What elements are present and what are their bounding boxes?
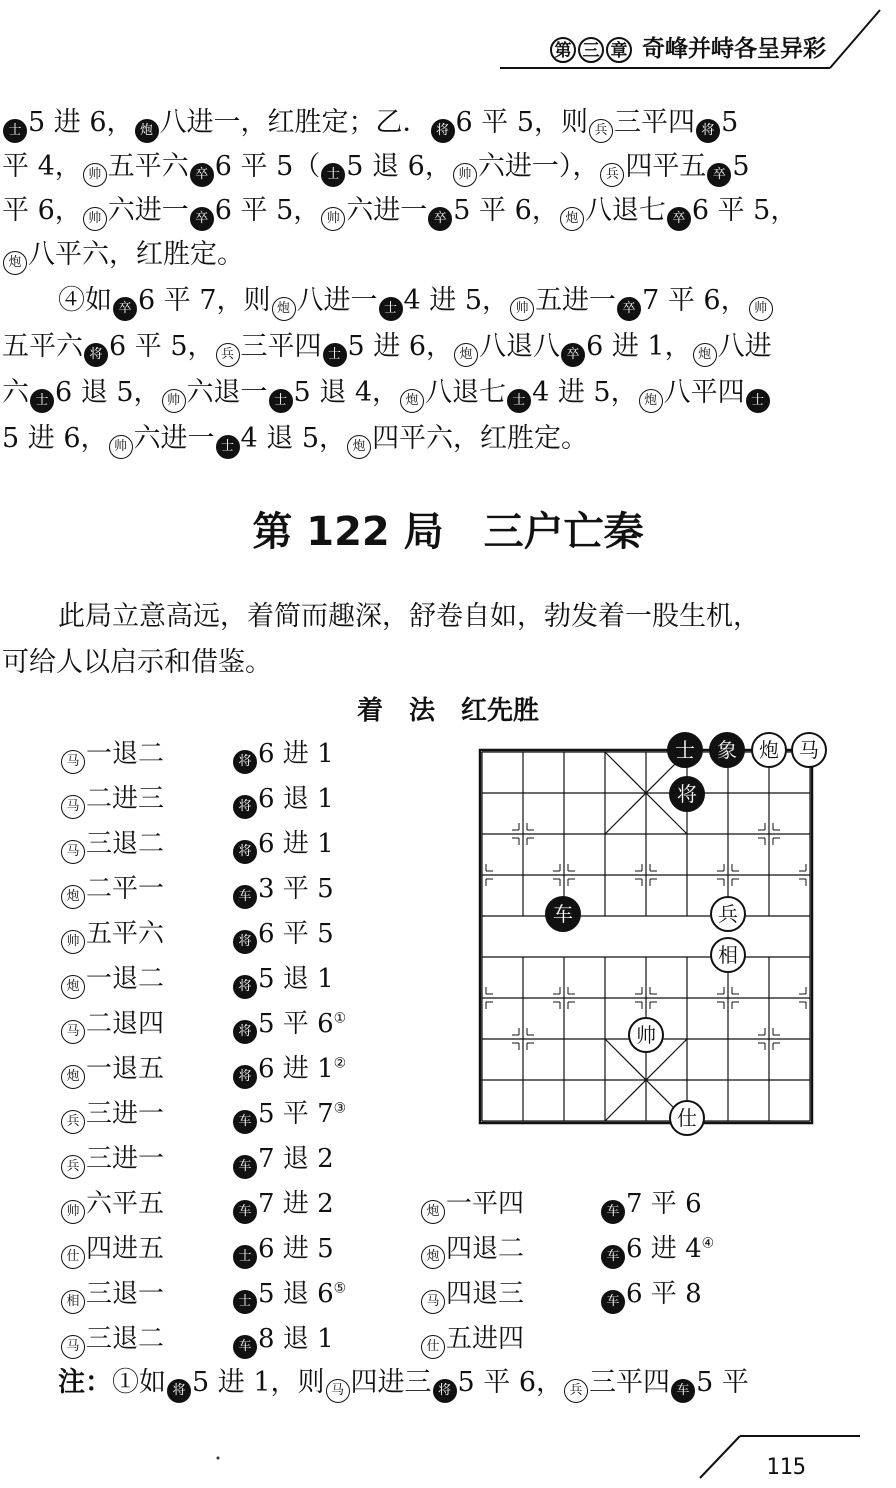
piece-icon: 将	[233, 930, 257, 954]
piece-icon: 将	[233, 795, 257, 819]
piece-icon: 马	[61, 1335, 85, 1359]
move-row: 帅 六平五	[60, 1183, 164, 1224]
footnote-mark: ④	[701, 1235, 715, 1252]
move-row: 车 7 退 2	[232, 1138, 334, 1179]
piece-icon: 帅	[83, 207, 107, 231]
piece-icon: 炮	[347, 435, 371, 459]
piece-icon: 炮	[693, 343, 717, 367]
piece-icon: 马	[61, 750, 85, 774]
piece-icon: 将	[233, 750, 257, 774]
piece-icon: 卒	[707, 163, 731, 187]
piece-icon: 马	[61, 1020, 85, 1044]
moves-heading: 着 法 红先胜	[356, 696, 539, 726]
piece-icon: 士	[323, 343, 347, 367]
piece-icon: 炮	[560, 207, 584, 231]
piece-icon: 将	[233, 840, 257, 864]
piece-icon: 炮	[400, 389, 424, 413]
piece-icon: 卒	[667, 207, 691, 231]
piece-icon: 炮	[3, 251, 27, 275]
move-row: 将 5 退 1	[232, 958, 334, 999]
piece-icon: 将	[433, 1379, 457, 1403]
piece-icon: 士	[233, 1245, 257, 1269]
text-line: 五平六 将 6 平 5， 兵 三平四 士 5 进 6， 炮 八退八 卒 6 进 1， 炮 八进	[2, 330, 772, 367]
piece-icon: 将	[84, 343, 108, 367]
piece-icon: 将	[233, 975, 257, 999]
move-row: 马 一退二	[60, 733, 164, 774]
board-piece-black-elephant: 象	[709, 732, 745, 768]
piece-icon: 士	[379, 297, 403, 321]
piece-icon: 车	[601, 1200, 625, 1224]
piece-icon: 将	[233, 1020, 257, 1044]
move-row: 马 二退四	[60, 1003, 164, 1044]
piece-icon: 炮	[61, 975, 85, 999]
piece-icon: 将	[167, 1379, 191, 1403]
piece-icon: 车	[671, 1379, 695, 1403]
piece-icon: 兵	[564, 1379, 588, 1403]
piece-icon: 卒	[617, 297, 641, 321]
piece-icon: 士	[507, 389, 531, 413]
intro-line: 可给人以启示和借鉴。	[2, 647, 272, 678]
piece-icon: 将	[233, 1065, 257, 1089]
piece-icon: 兵	[216, 343, 240, 367]
move-row: 车 6 进 4④	[600, 1228, 714, 1269]
page-number: 115	[766, 1455, 806, 1480]
move-row: 车 7 平 6	[600, 1183, 702, 1224]
board-piece-red-minister: 相	[710, 937, 746, 973]
note-line: 注：①如 将 5 进 1，则 马 四进三 将 5 平 6， 兵 三平四 车 5 平	[58, 1366, 749, 1403]
game-title: 第 122 局 三户亡秦	[252, 509, 644, 555]
piece-icon: 帅	[749, 297, 773, 321]
piece-icon: 炮	[454, 343, 478, 367]
piece-icon: 车	[601, 1245, 625, 1269]
board-grid	[470, 740, 820, 1140]
footnote-mark: ⑤	[333, 1280, 347, 1297]
xiangqi-board	[470, 740, 820, 1144]
piece-icon: 帅	[321, 207, 345, 231]
move-row: 将 6 进 1	[232, 733, 334, 774]
piece-icon: 炮	[61, 885, 85, 909]
move-row: 仕 五进四	[420, 1318, 524, 1359]
piece-icon: 士	[269, 389, 293, 413]
piece-icon: 士	[216, 435, 240, 459]
piece-icon: 帅	[453, 163, 477, 187]
piece-icon: 兵	[61, 1155, 85, 1179]
footer-rule	[0, 1428, 896, 1488]
move-row: 车 8 退 1	[232, 1318, 334, 1359]
piece-icon: 士	[3, 119, 27, 143]
piece-icon: 卒	[561, 343, 585, 367]
move-row: 帅 五平六	[60, 913, 164, 954]
move-row: 仕 四进五	[60, 1228, 164, 1269]
move-row: 车 7 进 2	[232, 1183, 334, 1224]
piece-icon: 炮	[272, 297, 296, 321]
piece-icon: 将	[696, 119, 720, 143]
move-row: 将 6 平 5	[232, 913, 334, 954]
piece-icon: 士	[30, 389, 54, 413]
piece-icon: 炮	[135, 119, 159, 143]
move-row: 士 5 退 6⑤	[232, 1273, 346, 1314]
text-line: 平 4， 帅 五平六 卒 6 平 5（ 士 5 退 6， 帅 六进一）， 兵 四平五 卒 5	[2, 150, 750, 187]
move-row: 炮 一退五	[60, 1048, 164, 1089]
move-row: 兵 三进一	[60, 1138, 164, 1179]
move-row: 士 6 进 5	[232, 1228, 334, 1269]
piece-icon: 车	[233, 1335, 257, 1359]
piece-icon: 士	[321, 163, 345, 187]
piece-icon: 炮	[421, 1200, 445, 1224]
piece-icon: 卒	[190, 163, 214, 187]
board-piece-red-soldier: 兵	[710, 896, 746, 932]
piece-icon: 将	[431, 119, 455, 143]
piece-icon: 马	[421, 1290, 445, 1314]
piece-icon: 士	[746, 389, 770, 413]
move-row: 车 6 平 8	[600, 1273, 702, 1314]
piece-icon: 卒	[428, 207, 452, 231]
piece-icon: 帅	[510, 297, 534, 321]
piece-icon: 兵	[589, 119, 613, 143]
piece-icon: 车	[601, 1290, 625, 1314]
board-piece-red-king: 帅	[628, 1017, 664, 1053]
piece-icon: 相	[61, 1290, 85, 1314]
text-line: 5 进 6， 帅 六进一 士 4 退 5， 炮 四平六，红胜定。	[2, 422, 588, 459]
piece-icon: 兵	[600, 163, 624, 187]
piece-icon: 车	[233, 1155, 257, 1179]
piece-icon: 仕	[421, 1335, 445, 1359]
piece-icon: 帅	[83, 163, 107, 187]
move-row: 相 三退一	[60, 1273, 164, 1314]
footnote-mark: ①	[333, 1010, 347, 1027]
move-row: 马 二进三	[60, 778, 164, 819]
board-piece-black-advisor: 士	[667, 732, 703, 768]
page-header	[0, 0, 896, 75]
intro-line: 此局立意高远，着简而趣深，舒卷自如，勃发着一股生机，	[58, 601, 760, 632]
piece-icon: 马	[61, 840, 85, 864]
footnote-mark: ②	[333, 1055, 347, 1072]
piece-icon: 炮	[61, 1065, 85, 1089]
move-row: 炮 一平四	[420, 1183, 524, 1224]
text-line: ④如 卒 6 平 7，则 炮 八进一 士 4 进 5， 帅 五进一 卒 7 平 6， 帅	[58, 284, 774, 321]
piece-icon: 士	[233, 1290, 257, 1314]
piece-icon: 车	[233, 1200, 257, 1224]
piece-icon: 卒	[190, 207, 214, 231]
footnote-mark: ③	[333, 1100, 347, 1117]
piece-icon: 帅	[162, 389, 186, 413]
move-row: 将 6 进 1②	[232, 1048, 346, 1089]
board-piece-black-general: 将	[669, 776, 705, 812]
chapter-title: 奇峰并峙各呈异彩	[642, 36, 826, 62]
text-line: 炮 八平六，红胜定。	[2, 238, 244, 275]
move-row: 马 三退二	[60, 1318, 164, 1359]
move-row: 将 5 平 6①	[232, 1003, 346, 1044]
chapter-char: 三	[578, 37, 604, 63]
chapter-char: 第	[550, 37, 576, 63]
piece-icon: 马	[61, 795, 85, 819]
piece-icon: 仕	[61, 1245, 85, 1269]
piece-icon: 兵	[61, 1110, 85, 1134]
board-piece-red-horse: 马	[791, 732, 827, 768]
board-piece-red-cannon: 炮	[751, 732, 787, 768]
piece-icon: 炮	[639, 389, 663, 413]
move-row: 马 四退三	[420, 1273, 524, 1314]
move-row: 兵 三进一	[60, 1093, 164, 1134]
move-row: 车 5 平 7③	[232, 1093, 346, 1134]
piece-icon: 车	[233, 885, 257, 909]
piece-icon: 车	[233, 1110, 257, 1134]
text-line: 平 6， 帅 六进一 卒 6 平 5， 帅 六进一 卒 5 平 6， 炮 八退七 卒 6 平 5，	[2, 194, 797, 231]
move-row: 将 6 退 1	[232, 778, 334, 819]
move-row: 炮 二平一	[60, 868, 164, 909]
piece-icon: 帅	[109, 435, 133, 459]
piece-icon: 炮	[421, 1245, 445, 1269]
board-piece-black-chariot: 车	[545, 896, 581, 932]
text-line: 六 士 6 退 5， 帅 六退一 士 5 退 4， 炮 八退七 士 4 进 5， 炮 八平四 士	[2, 376, 771, 413]
text-line: 士 5 进 6， 炮 八进一，红胜定；乙． 将 6 平 5，则 兵 三平四 将 5	[2, 106, 738, 143]
piece-icon: 马	[326, 1379, 350, 1403]
piece-icon: 卒	[113, 297, 137, 321]
piece-icon: 帅	[61, 1200, 85, 1224]
move-row: 炮 四退二	[420, 1228, 524, 1269]
move-row: 将 6 进 1	[232, 823, 334, 864]
move-row: 车 3 平 5	[232, 868, 334, 909]
board-piece-red-advisor: 仕	[669, 1100, 705, 1136]
move-row: 马 三退二	[60, 823, 164, 864]
running-head	[550, 30, 826, 63]
move-row: 炮 一退二	[60, 958, 164, 999]
chapter-char: 章	[606, 37, 632, 63]
piece-icon: 帅	[61, 930, 85, 954]
